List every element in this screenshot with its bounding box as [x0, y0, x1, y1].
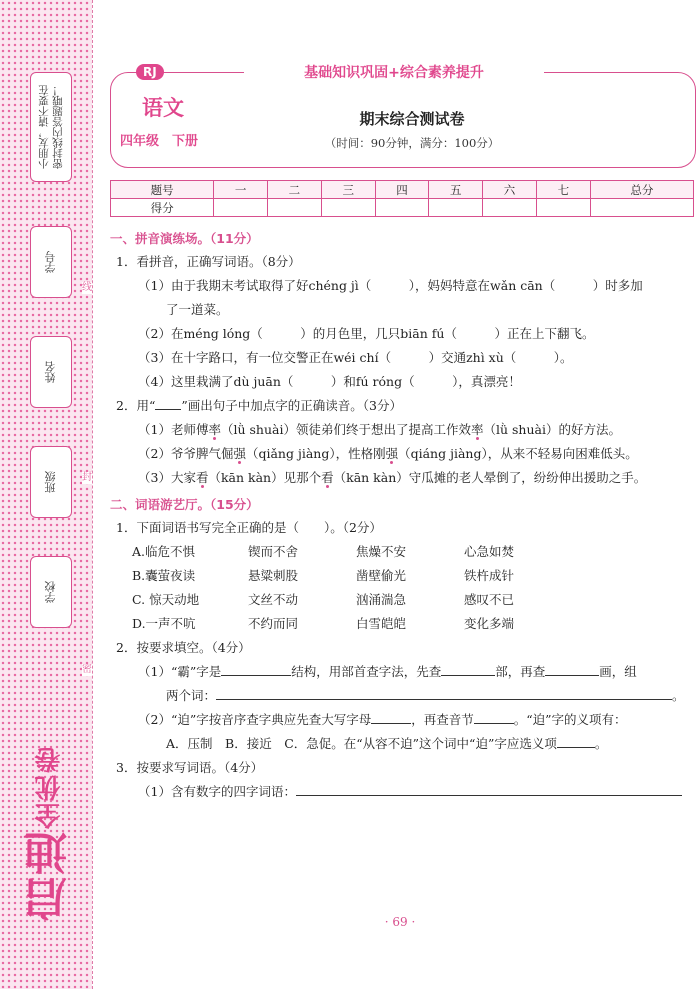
- brand-main: 启迪: [24, 829, 75, 921]
- option-row-d: [110, 612, 694, 636]
- option-word: 文丝不动: [248, 592, 299, 607]
- score-table: [110, 180, 694, 217]
- score-col-7: 七: [536, 181, 590, 199]
- name-label: 姓名: [44, 361, 57, 383]
- name-field[interactable]: [30, 336, 72, 408]
- class-field[interactable]: [30, 446, 72, 518]
- school-field[interactable]: [30, 556, 72, 628]
- score-table-header-row: [111, 181, 694, 199]
- question-1-2-stem: [110, 394, 694, 418]
- q23-p1: （1）含有数字的四字词语：: [138, 784, 296, 799]
- q12-l3-a: （3）大家: [138, 470, 196, 485]
- option-row-b: [110, 564, 694, 588]
- question-2-2-stem: 2．按要求填空。（4分）: [116, 640, 251, 655]
- brand-logo-text: [22, 745, 78, 921]
- dotted-char: 强: [233, 446, 246, 461]
- brand-sub: 全优卷: [35, 745, 65, 829]
- score-cell[interactable]: [590, 199, 693, 217]
- question-1-2-line-1: [110, 418, 694, 442]
- answer-blank[interactable]: [296, 783, 682, 796]
- score-col-6: 六: [483, 181, 537, 199]
- q12-stem-a: 2．用“: [116, 398, 156, 413]
- score-cell[interactable]: [536, 199, 590, 217]
- score-table-score-row: [111, 199, 694, 217]
- q12-l3-e: （kān kàn）守瓜摊的老人晕倒了，纷纷伸出援助之手。: [333, 470, 647, 485]
- q12-l2-e: （qiáng jiàng），从来不轻易向困难低头。: [398, 446, 638, 461]
- q12-l2-c: （qiǎng jiàng），性格刚: [245, 446, 386, 461]
- q12-l1-f: （lǜ shuài）的好方法。: [483, 422, 621, 437]
- score-cell[interactable]: [214, 199, 268, 217]
- option-word: A.临危不惧: [132, 544, 196, 559]
- option-row-c: [110, 588, 694, 612]
- option-word: 感叹不已: [464, 592, 515, 607]
- q12-l3-c: （kān kàn）见那个: [208, 470, 322, 485]
- option-word: D.一声不吭: [132, 616, 196, 631]
- cut-label-line: 线: [82, 282, 92, 293]
- answer-blank[interactable]: [474, 711, 514, 724]
- q22-p3a: A．压制 B．接近 C．急促。在“从容不迫”这个词中“迫”字应选义项: [166, 736, 557, 751]
- seal-warning-line-2: 密封线内答题哦！: [52, 85, 64, 169]
- q12-l2-a: （2）爷爷脾气倔: [138, 446, 234, 461]
- cut-label-secret: 密: [82, 664, 92, 675]
- binding-sidebar: [0, 0, 92, 989]
- q22-p3b: 。: [594, 736, 608, 751]
- answer-blank[interactable]: [371, 711, 411, 724]
- exam-content: [110, 228, 694, 804]
- subject-title: 语文: [142, 95, 184, 120]
- section-2-heading: 二、词语游艺厅。（15分）: [110, 497, 259, 512]
- score-header-label: 题号: [111, 181, 214, 199]
- edition-badge: RJ: [136, 64, 164, 80]
- score-col-1: 一: [214, 181, 268, 199]
- option-word: 不约而同: [248, 616, 299, 631]
- score-cell[interactable]: [483, 199, 537, 217]
- option-word: B.囊萤夜读: [132, 568, 196, 583]
- answer-blank[interactable]: [441, 663, 495, 676]
- score-cell[interactable]: [268, 199, 322, 217]
- question-2-2-part-1: [110, 660, 694, 684]
- question-2-2-part-2: [110, 708, 694, 732]
- class-label: 班级: [44, 471, 57, 493]
- question-2-1-stem: 1．下面词语书写完全正确的是（ ）。（2分）: [116, 520, 382, 535]
- q22-p1f: 。: [672, 688, 685, 703]
- page-number: · 69 ·: [384, 915, 416, 929]
- question-1-2-line-2: [110, 442, 694, 466]
- dotted-char: 看: [321, 470, 334, 485]
- question-1-1-line-4: （4）这里栽满了dù juān（ ）和fú róng（ ），真漂亮！: [138, 374, 521, 389]
- q12-l1-a: （1）老师: [138, 422, 196, 437]
- question-1-2-line-3: [110, 466, 694, 490]
- score-col-total: 总分: [590, 181, 693, 199]
- q22-p2a: （2）“迫”字按音序查字典应先查大写字母: [138, 712, 372, 727]
- seal-warning-box: [30, 72, 72, 182]
- answer-blank[interactable]: [557, 735, 595, 748]
- answer-blank[interactable]: [216, 687, 672, 700]
- q12-stem-b: ”画出句子中加点字的正确读音。（3分）: [181, 398, 402, 413]
- q12-l1-d: （lǜ shuài）领徒弟们终于想出了提高工作效: [220, 422, 471, 437]
- score-col-3: 三: [321, 181, 375, 199]
- answer-blank[interactable]: [545, 663, 599, 676]
- question-2-2-part-2-options: [110, 732, 694, 756]
- q22-p2b: ，再查音节: [411, 712, 474, 727]
- score-cell[interactable]: [321, 199, 375, 217]
- question-1-1-line-3: （3）在十字路口，有一位交警正在wéi chí（ ）交通zhì xù（ ）。: [138, 350, 573, 365]
- header-banner: 基础知识巩固+综合素养提升: [244, 62, 544, 82]
- q22-p1b: 结构，用部首查字法，先查: [291, 664, 442, 679]
- question-1-1-line-1b: 了一道菜。: [166, 302, 229, 317]
- student-id-label: 学号: [44, 251, 57, 273]
- score-col-5: 五: [429, 181, 483, 199]
- option-word: 锲而不舍: [248, 544, 299, 559]
- dotted-char: 率: [470, 422, 484, 437]
- score-row-label: 得分: [111, 199, 214, 217]
- section-1-heading: 一、拼音演练场。（11分）: [110, 231, 259, 246]
- score-cell[interactable]: [375, 199, 429, 217]
- question-2-2-part-1-words: [110, 684, 694, 708]
- option-word: 凿壁偷光: [356, 568, 407, 583]
- underline-sample: [155, 397, 181, 410]
- answer-blank[interactable]: [221, 663, 291, 676]
- q22-p1a: （1）“霸”字是: [138, 664, 222, 679]
- question-2-3-part-1: [110, 780, 694, 804]
- seal-warning-line-1: 小朋友，请不要在: [38, 85, 50, 169]
- score-col-4: 四: [375, 181, 429, 199]
- q22-p2c: 。“迫”字的义项有：: [513, 712, 627, 727]
- question-2-3-stem: 3．按要求写词语。（4分）: [116, 760, 264, 775]
- score-col-2: 二: [268, 181, 322, 199]
- q22-p1c: 部，再查: [495, 664, 546, 679]
- option-word: 心急如焚: [464, 544, 515, 559]
- option-word: 焦燥不安: [356, 544, 407, 559]
- grade-label: 四年级 下册: [120, 134, 199, 149]
- seal-cut-line: [92, 0, 93, 989]
- option-row-a: [110, 540, 694, 564]
- option-word: 变化多端: [464, 616, 515, 631]
- dotted-char: 强: [385, 446, 399, 461]
- dotted-char: 率: [208, 422, 221, 437]
- question-1-1-line-2: （2）在méng lóng（ ）的月色里，几只biān fú（ ）正在上下翻飞。: [138, 326, 595, 341]
- option-word: 悬粱刺股: [248, 568, 299, 583]
- exam-info: （时间：90分钟，满分：100分）: [324, 136, 500, 150]
- brand-logo: [20, 688, 80, 978]
- cut-label-seal: 封: [82, 472, 92, 483]
- school-label: 学校: [44, 581, 57, 603]
- exam-title: 期末综合测试卷: [359, 110, 465, 128]
- q12-l1-b: 傅: [195, 422, 209, 437]
- option-word: 白雪皑皑: [356, 616, 407, 631]
- score-cell[interactable]: [429, 199, 483, 217]
- option-word: 铁杵成针: [464, 568, 515, 583]
- question-1-1-line-1a: （1）由于我期末考试取得了好chéng jì（ ），妈妈特意在wǎn cān（ ）时多加: [138, 278, 643, 293]
- q22-p1e: 两个词：: [166, 688, 217, 703]
- option-word: C. 惊天动地: [132, 592, 200, 607]
- dotted-char: 看: [195, 470, 209, 485]
- option-word: 汹涌湍急: [356, 592, 407, 607]
- q22-p1d: 画，组: [599, 664, 637, 679]
- student-id-field[interactable]: [30, 226, 72, 298]
- question-1-1-stem: 1．看拼音，正确写词语。（8分）: [116, 254, 301, 269]
